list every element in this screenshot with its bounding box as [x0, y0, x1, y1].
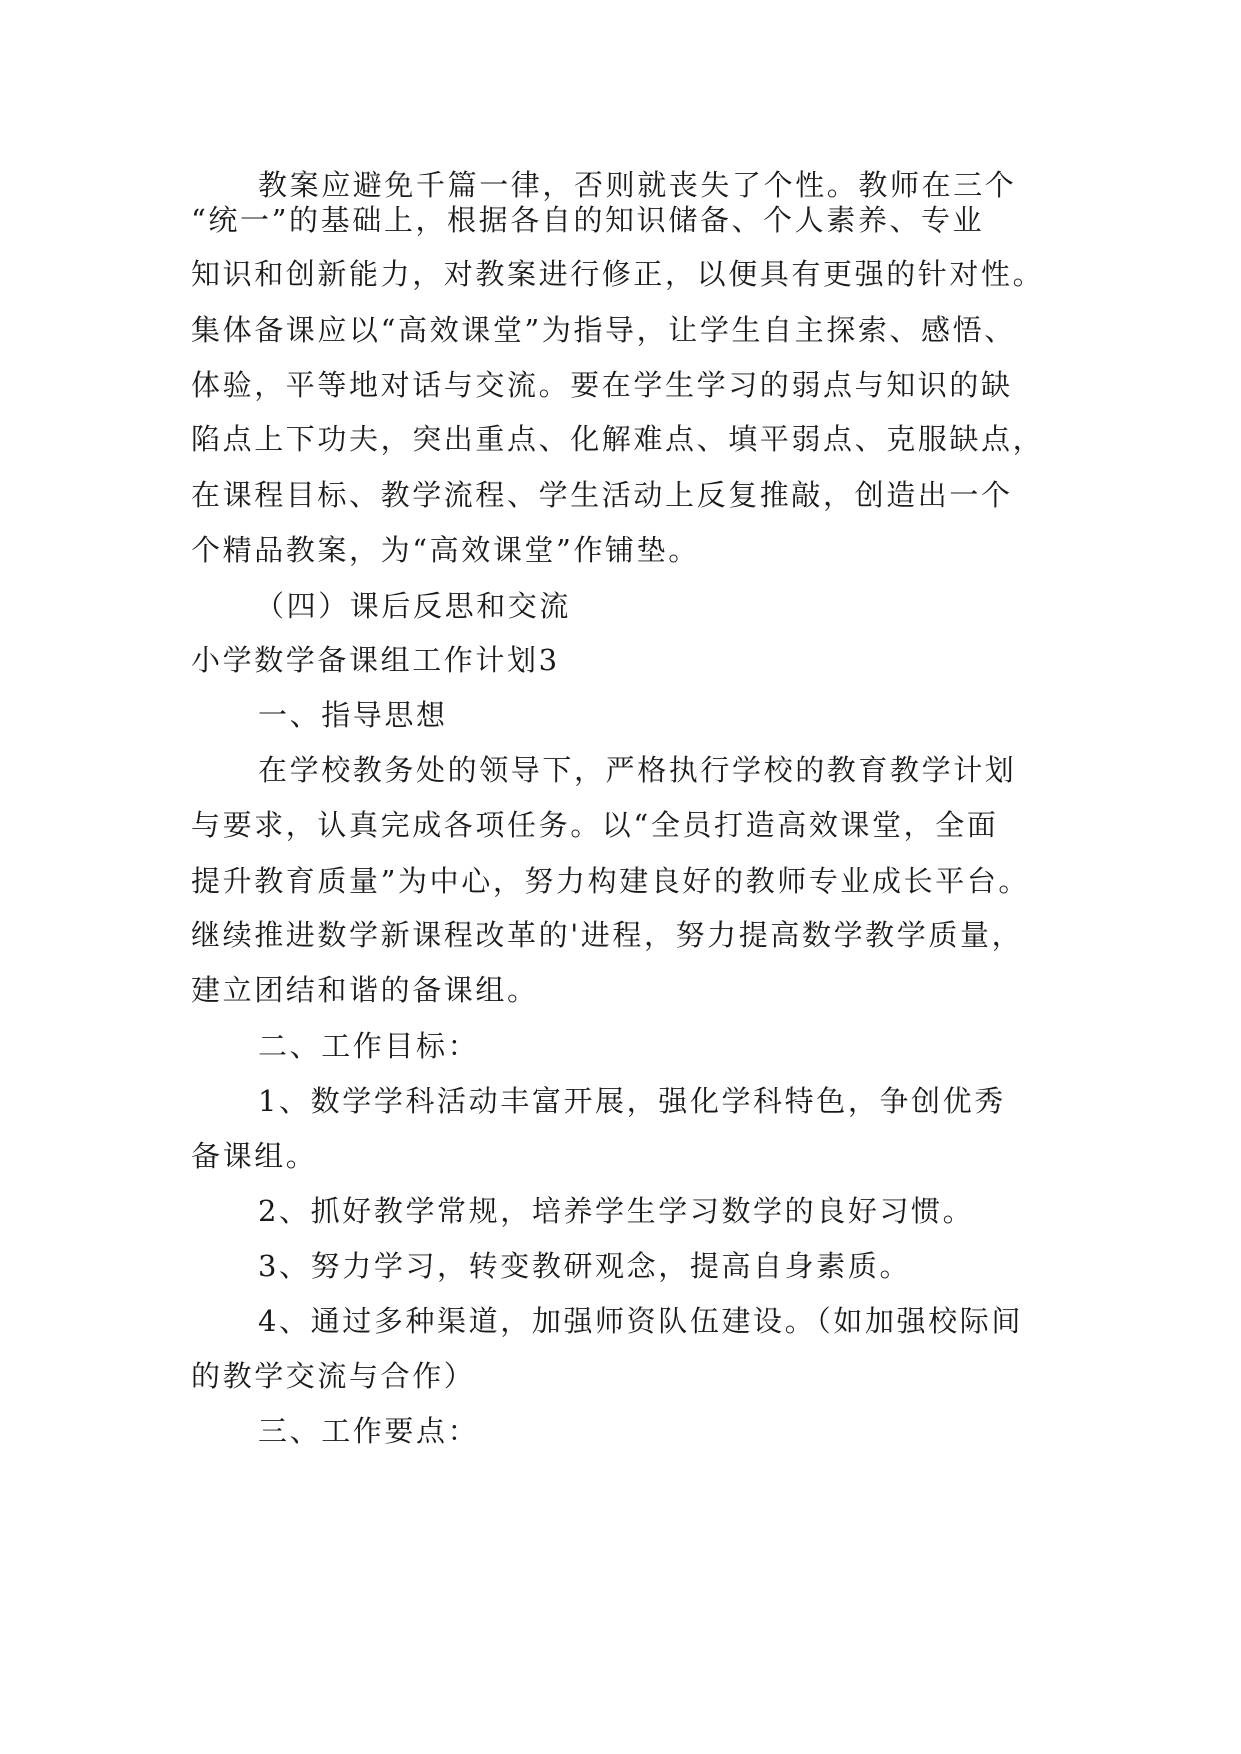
list-item-continuation: 备课组。 [191, 1139, 318, 1173]
list-item: 2、抓好教学常规，培养学生学习数学的良好习惯。 [258, 1194, 975, 1228]
paragraph-line: 在学校教务处的领导下，严格执行学校的教育教学计划 [258, 753, 1017, 787]
list-item: 1、数学学科活动丰富开展，强化学科特色，争创优秀 [258, 1084, 1006, 1118]
list-item-continuation: 的教学交流与合作） [191, 1359, 476, 1393]
section-heading: 一、指导思想 [258, 698, 448, 732]
paragraph-line: 陷点上下功夫，突出重点、化解难点、填平弱点、克服缺点， [191, 422, 1045, 456]
section-heading: （四）课后反思和交流 [255, 589, 572, 623]
paragraph-line: 个精品教案，为“高效课堂”作铺垫。 [191, 533, 700, 567]
paragraph-line: 提升教育质量”为中心，努力构建良好的教师专业成长平台。 [191, 864, 1031, 898]
paragraph-line: 集体备课应以“高效课堂”为指导，让学生自主探索、感悟、 [191, 313, 1016, 347]
paragraph-line: 体验，平等地对话与交流。要在学生学习的弱点与知识的缺 [191, 368, 1013, 402]
list-item: 4、通过多种渠道，加强师资队伍建设。（如加强校际间 [258, 1304, 1023, 1338]
list-item: 3、努力学习，转变教研观念，提高自身素质。 [258, 1249, 912, 1283]
paragraph-line: 与要求，认真完成各项任务。以“全员打造高效课堂，全面 [191, 808, 999, 842]
document-title: 小学数学备课组工作计划3 [191, 643, 560, 677]
paragraph-line: “统一”的基础上，根据各自的知识储备、个人素养、专业 [191, 203, 985, 237]
paragraph-line: 继续推进数学新课程改革的'进程，努力提高数学教学质量， [191, 918, 1024, 952]
section-heading: 三、工作要点： [258, 1414, 480, 1448]
paragraph-line: 教案应避免千篇一律，否则就丧失了个性。教师在三个 [258, 168, 1017, 202]
section-heading: 二、工作目标： [258, 1029, 480, 1063]
paragraph-line: 知识和创新能力，对教案进行修正，以便具有更强的针对性。 [191, 257, 1045, 291]
paragraph-line: 在课程目标、教学流程、学生活动上反复推敲，创造出一个 [191, 478, 1013, 512]
paragraph-line: 建立团结和谐的备课组。 [191, 973, 539, 1007]
